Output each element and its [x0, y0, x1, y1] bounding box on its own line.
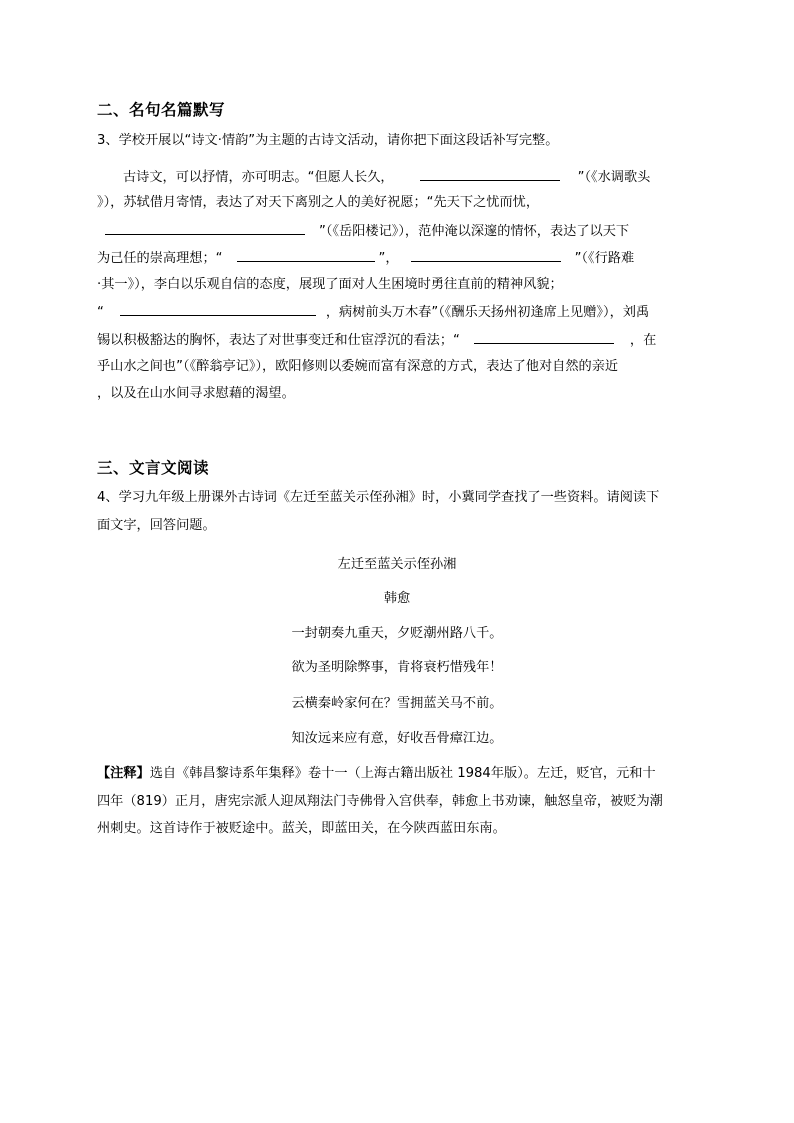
- passage-text: 锡以积极豁达的胸怀，表达了对世事变迁和仕宦浮沉的看法；“: [97, 333, 460, 348]
- answer-blank-4[interactable]: [411, 248, 561, 262]
- annotation-text: 选自《韩昌黎诗系年集释》卷十一（上海古籍出版社 1984年版）。左迁，贬官，元和十: [149, 766, 656, 781]
- passage-line-7: [97, 330, 656, 351]
- passage-text: ”（《水调歌头: [577, 170, 651, 185]
- poem-line: 云横秦岭家何在？雪拥蓝关马不前。: [291, 696, 503, 711]
- poem-line: 欲为圣明除弊事，肯将衰朽惜残年！: [291, 660, 503, 675]
- passage-text: ”（《行路难: [574, 251, 635, 266]
- passage-text: ，在: [629, 333, 657, 348]
- passage-line-5: ·其一》），李白以乐观自信的态度，展现了面对人生困境时勇往直前的精神风貌；: [97, 277, 563, 292]
- passage-line-4: [97, 248, 634, 269]
- poem-title: 左迁至蓝关示侄孙湘: [337, 557, 457, 572]
- passage-line-3: [97, 221, 629, 242]
- passage-text: ”（《岳阳楼记》），范仲淹以深邃的情怀，表达了以天下: [319, 224, 630, 239]
- passage-text: ，病树前头万木春”（《酬乐天扬州初逢席上见赠》），刘禹: [325, 305, 650, 320]
- passage-text: “: [97, 305, 104, 320]
- question-4-line-2: 面文字，回答问题。: [97, 518, 216, 533]
- passage-line-1: [123, 167, 650, 188]
- answer-blank-2[interactable]: [105, 221, 305, 235]
- poem-author: 韩愈: [383, 591, 411, 606]
- passage-line-9: ，以及在山水间寻求慰藉的渴望。: [97, 386, 295, 401]
- passage-text: 古诗文，可以抒情，亦可明志。“但愿人长久，: [123, 170, 394, 185]
- annotation-line-1: [97, 764, 656, 784]
- answer-blank-1[interactable]: [420, 167, 560, 181]
- section-2-title: 二、名句名篇默写: [97, 101, 226, 119]
- poem-line: 一封朝奏九重天，夕贬潮州路八千。: [291, 626, 503, 641]
- question-4-line-1: 4、学习九年级上册课外古诗词《左迁至蓝关示侄孙湘》时，小冀同学查找了一些资料。请阅读下: [97, 490, 660, 505]
- annotation-label: 【注释】: [97, 766, 150, 781]
- passage-line-6: [97, 302, 649, 323]
- annotation-line-2: 四年（819）正月，唐宪宗派人迎凤翔法门寺佛骨入宫供奉，韩愈上书劝谏，触怒皇帝，被贬为潮: [97, 794, 663, 809]
- annotation-line-3: 州刺史。这首诗作于被贬途中。蓝关，即蓝田关，在今陕西蓝田东南。: [97, 821, 506, 836]
- answer-blank-3[interactable]: [237, 248, 375, 262]
- passage-text: 为己任的崇高理想；“: [97, 251, 223, 266]
- answer-blank-5[interactable]: [120, 302, 316, 316]
- passage-line-2: 》），苏轼借月寄情，表达了对天下离别之人的美好祝愿；“先天下之忧而忧，: [97, 195, 540, 210]
- passage-line-8: 乎山水之间也”（《醉翁亭记》），欧阳修则以委婉而富有深意的方式，表达了他对自然的亲近: [97, 359, 619, 374]
- question-3-prompt: 3、学校开展以“诗文·情韵”为主题的古诗文活动，请你把下面这段话补写完整。: [97, 133, 559, 148]
- section-3-title: 三、文言文阅读: [97, 459, 210, 477]
- answer-blank-6[interactable]: [474, 330, 614, 344]
- poem-line: 知汝远来应有意，好收吾骨瘴江边。: [291, 731, 503, 746]
- passage-text: ”，: [378, 251, 399, 266]
